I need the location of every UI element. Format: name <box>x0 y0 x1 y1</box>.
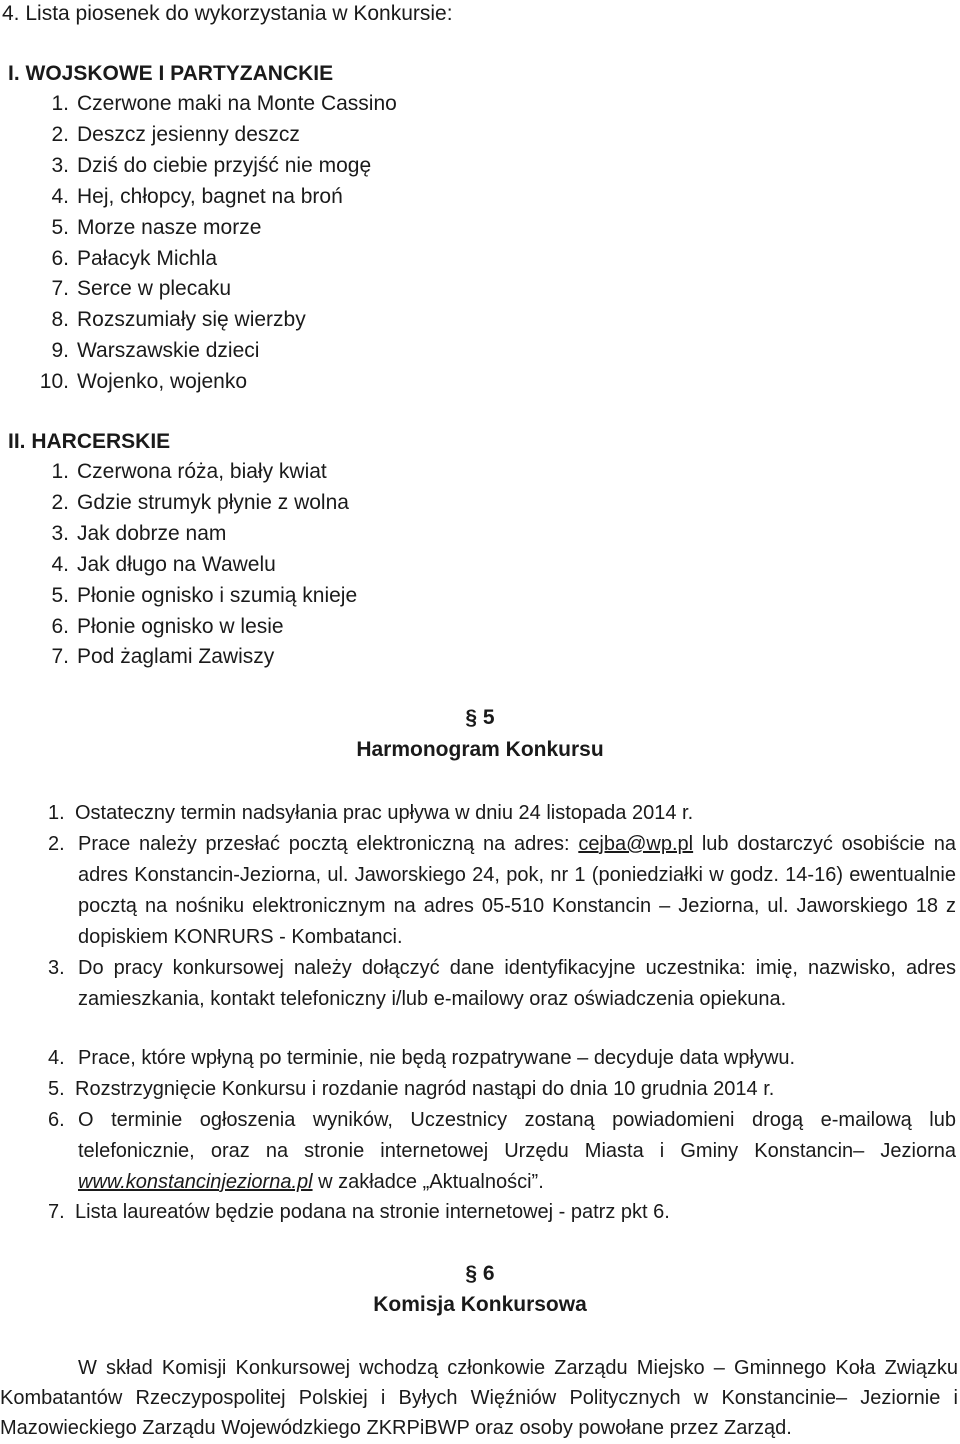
song-item <box>30 92 397 116</box>
song-item <box>30 185 343 209</box>
song-item <box>30 216 261 240</box>
schedule-item-3 <box>48 953 956 1015</box>
schedule-item-4 <box>48 1043 956 1074</box>
schedule-item-text: Do pracy konkursowej należy dołączyć dane identyfikacyjne uczestnika: imię, nazwisko, adres zamieszkania, kontakt telefoniczny i/lub e-mailowy oraz oświadczenia opiekuna. <box>78 957 956 1010</box>
song-item <box>30 247 217 271</box>
song-number: 4. <box>51 184 69 208</box>
song-title: Płonie ognisko w lesie <box>77 614 284 638</box>
song-item <box>30 308 306 332</box>
song-number: 1. <box>51 92 69 115</box>
song-item <box>30 615 284 639</box>
song-number: 2. <box>51 490 69 514</box>
song-number: 1. <box>51 460 69 483</box>
schedule-item-number: 5. <box>48 1078 65 1100</box>
schedule-item-1 <box>48 798 956 829</box>
schedule-item-6 <box>48 1105 956 1198</box>
schedule-item-7 <box>48 1197 956 1228</box>
song-number: 7. <box>51 645 69 669</box>
schedule-item-text: Lista laureatów będzie podana na stronie internetowej - patrz pkt 6. <box>75 1201 670 1223</box>
schedule-item-number: 2. <box>48 833 65 855</box>
schedule-item-text: Prace należy przesłać pocztą elektroniczną na adres: cejba@wp.pl lub dostarczyć osobiście na adres Konstancin-Jeziorna, ul. Jaworskiego 24, pok, nr 1 (poniedziałki w godz. 14-16) ewentualnie pocztą na nośniku elektronicznym na adres 05-510 Konstancin – Jeziorna, ul. Jaworskiego 18 z dopiskiem KONRURS - Kombatanci. <box>78 833 956 948</box>
song-title: Warszawskie dzieci <box>77 339 260 363</box>
song-item <box>30 154 371 178</box>
schedule-item-text: Prace, które wpłyną po terminie, nie będą rozpatrywane – decyduje data wpływu. <box>78 1047 796 1069</box>
song-title: Deszcz jesienny deszcz <box>77 122 300 146</box>
song-title: Serce w plecaku <box>77 277 232 301</box>
section5-title: Harmonogram Konkursu <box>356 738 604 761</box>
song-title: Płonie ognisko i szumią knieje <box>77 583 358 607</box>
song-item <box>30 460 327 484</box>
song-item <box>30 522 226 546</box>
song-number: 4. <box>51 552 69 576</box>
schedule-item-text: O terminie ogłoszenia wyników, Uczestnicy zostaną powiadomieni drogą e-mailową lub telefonicznie, oraz na stronie internetowej Urzędu Miasta i Gminy Konstancin– Jeziorna www.konstancinjeziorna.pl w zakładce „Aktualności”. <box>78 1109 956 1193</box>
song-item <box>30 277 231 301</box>
schedule-item-number: 7. <box>48 1201 65 1223</box>
song-title: Pod żaglami Zawiszy <box>77 645 275 669</box>
section6-number: § 6 <box>465 1262 495 1285</box>
email-link[interactable]: cejba@wp.pl <box>578 833 694 855</box>
schedule-item-text: Ostateczny termin nadsyłania prac upływa w dniu 24 listopada 2014 r. <box>75 802 694 824</box>
committee-paragraph: W skład Komisji Konkursowej wchodzą członkowie Zarządu Miejsko – Gminnego Koła Związku Kombatantów Rzeczypospolitej Polskiej i Byłych Więźniów Politycznych w Konstancinie– Jeziornie i Mazowieckiego Zarządu Wojewódzkiego ZKRPiBWP oraz osoby powołane przez Zarząd. <box>0 1357 958 1439</box>
song-item <box>30 491 349 515</box>
song-number: 10. <box>39 370 69 394</box>
song-number: 2. <box>51 122 69 146</box>
song-item <box>30 339 259 363</box>
song-number: 3. <box>51 521 69 545</box>
song-title: Jak długo na Wawelu <box>77 552 276 576</box>
category-heading-military: I. WOJSKOWE I PARTYZANCKIE <box>8 62 334 85</box>
song-item <box>30 370 247 394</box>
song-title: Pałacyk Michla <box>77 246 218 270</box>
song-title: Jak dobrze nam <box>77 521 227 545</box>
song-title: Rozszumiały się wierzby <box>77 308 306 332</box>
schedule-item-number: 4. <box>48 1047 65 1069</box>
song-number: 8. <box>51 308 69 332</box>
song-number: 6. <box>51 614 69 638</box>
song-number: 9. <box>51 339 69 363</box>
section5-number: § 5 <box>465 706 495 729</box>
section6-title: Komisja Konkursowa <box>373 1293 587 1316</box>
song-number: 6. <box>51 246 69 270</box>
schedule-item-5 <box>48 1074 956 1105</box>
song-title: Gdzie strumyk płynie z wolna <box>77 490 349 514</box>
category-heading-scout: II. HARCERSKIE <box>8 430 171 453</box>
song-number: 5. <box>51 583 69 607</box>
song-title: Czerwona róża, biały kwiat <box>77 460 327 483</box>
schedule-item-2 <box>48 829 956 953</box>
song-item <box>30 584 357 608</box>
schedule-item-number: 3. <box>48 957 65 979</box>
song-item <box>30 645 274 669</box>
song-item <box>30 123 300 147</box>
song-number: 3. <box>51 153 69 177</box>
song-item <box>30 553 276 577</box>
song-number: 5. <box>51 215 69 239</box>
song-title: Wojenko, wojenko <box>77 370 248 394</box>
schedule-item-number: 6. <box>48 1109 65 1131</box>
schedule-item-number: 1. <box>48 802 65 824</box>
song-list-heading: 4. Lista piosenek do wykorzystania w Konkursie: <box>2 2 453 25</box>
song-title: Dziś do ciebie przyjść nie mogę <box>77 153 372 177</box>
song-title: Czerwone maki na Monte Cassino <box>77 92 397 115</box>
song-title: Morze nasze morze <box>77 215 262 239</box>
schedule-item-text: Rozstrzygnięcie Konkursu i rozdanie nagród nastąpi do dnia 10 grudnia 2014 r. <box>75 1078 775 1100</box>
website-link[interactable]: www.konstancinjeziorna.pl <box>78 1171 313 1193</box>
song-number: 7. <box>51 277 69 301</box>
song-title: Hej, chłopcy, bagnet na broń <box>77 184 343 208</box>
